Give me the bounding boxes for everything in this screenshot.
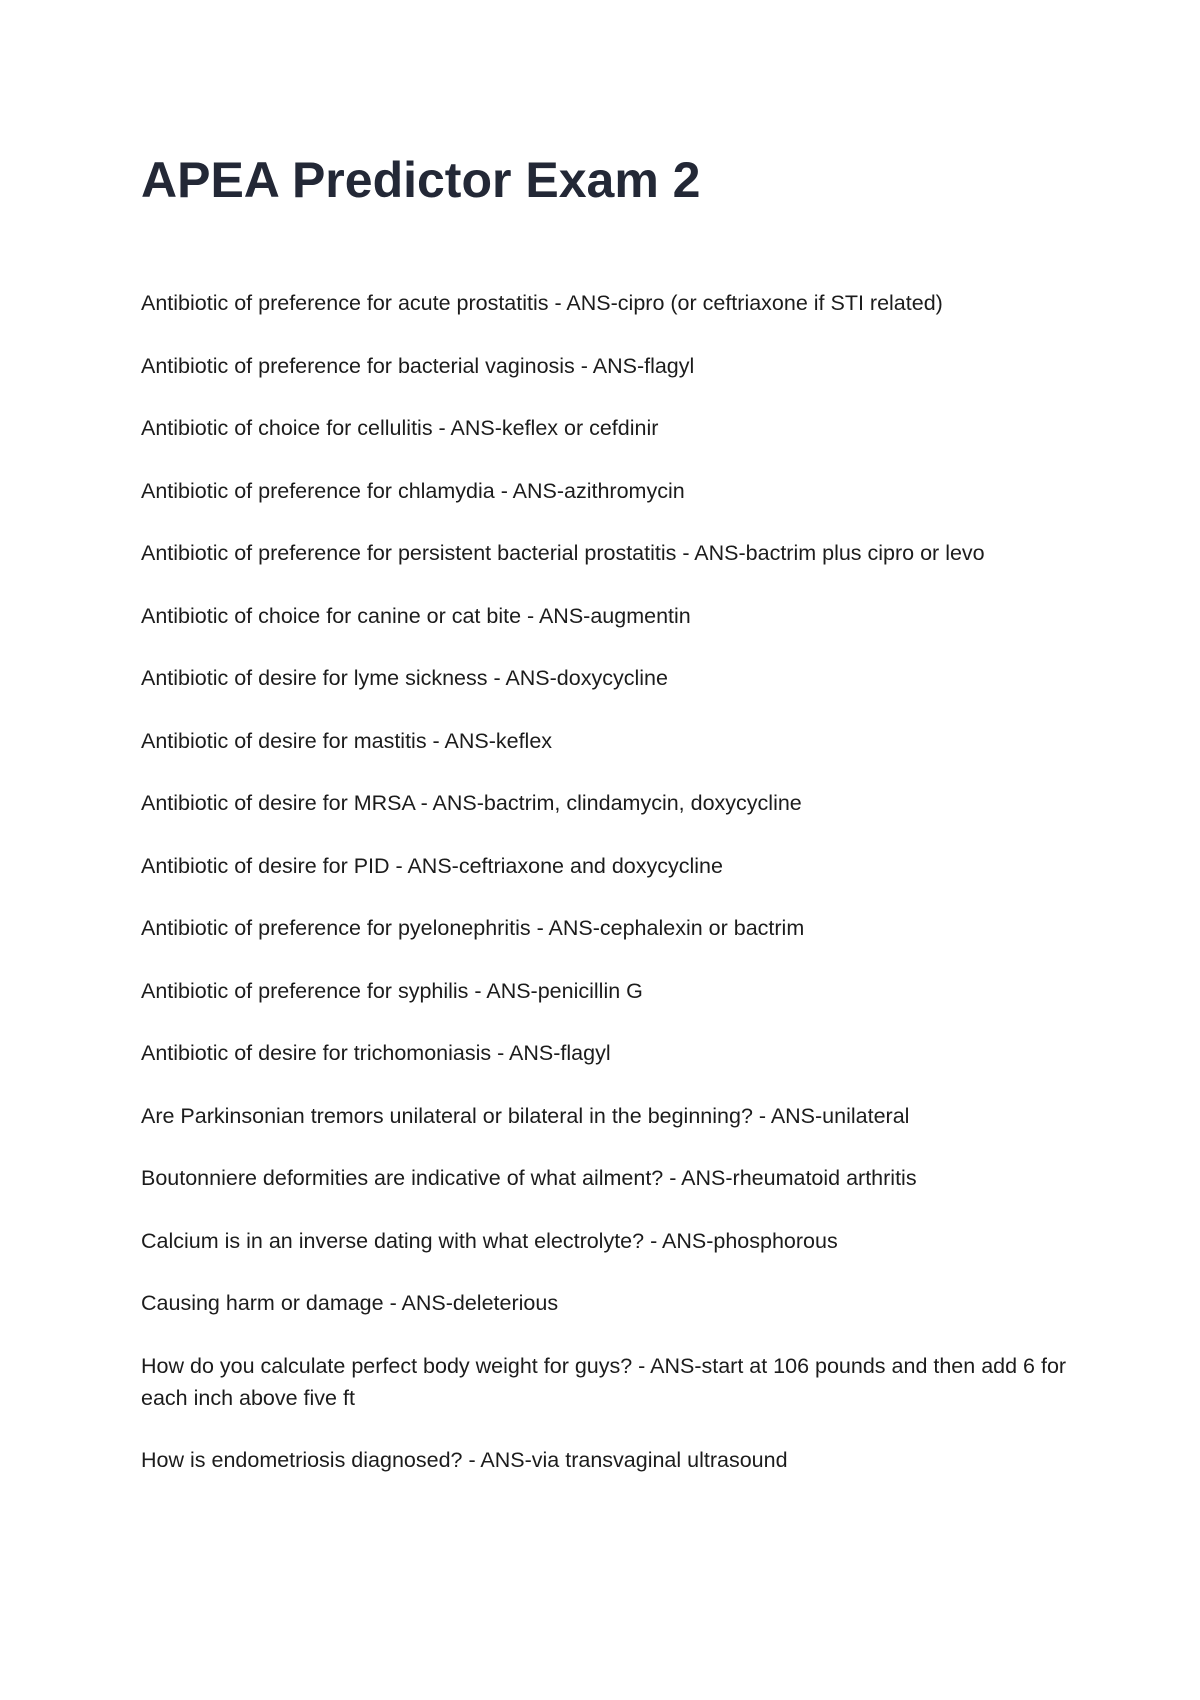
qa-item: Causing harm or damage - ANS-deleterious — [141, 1291, 559, 1315]
qa-item: Are Parkinsonian tremors unilateral or bilateral in the beginning? - ANS-unilateral — [141, 1103, 910, 1128]
document-title: APEA Predictor Exam 2 — [141, 152, 701, 208]
qa-item: Antibiotic of desire for PID - ANS-ceftriaxone and doxycycline — [141, 853, 723, 878]
qa-item: Antibiotic of desire for trichomoniasis - ANS-flagyl — [141, 1041, 611, 1065]
qa-list — [141, 287, 1071, 1476]
qa-item: Antibiotic of desire for mastitis - ANS-keflex — [141, 728, 553, 753]
qa-item: How do you calculate perfect body weight for guys? - ANS-start at 106 pounds and then add 6 for each inch above five ft — [141, 1353, 1067, 1410]
qa-item: Antibiotic of desire for lyme sickness - ANS-doxycycline — [141, 666, 668, 690]
qa-item: Antibiotic of preference for chlamydia - ANS-azithromycin — [141, 478, 685, 503]
qa-item: Antibiotic of preference for persistent bacterial prostatitis - ANS-bactrim plus cipro or levo — [141, 541, 985, 565]
qa-item: Boutonniere deformities are indicative of what ailment? - ANS-rheumatoid arthritis — [141, 1166, 917, 1190]
qa-item: Antibiotic of choice for canine or cat bite - ANS-augmentin — [141, 603, 691, 628]
qa-item: Antibiotic of preference for bacterial vaginosis - ANS-flagyl — [141, 353, 695, 378]
qa-item: Antibiotic of choice for cellulitis - ANS-keflex or cefdinir — [141, 416, 659, 440]
qa-item: Antibiotic of preference for syphilis - ANS-penicillin G — [141, 978, 643, 1003]
qa-item: Antibiotic of preference for acute prostatitis - ANS-cipro (or ceftriaxone if STI related) — [141, 291, 943, 315]
qa-item: How is endometriosis diagnosed? - ANS-via transvaginal ultrasound — [141, 1448, 788, 1472]
qa-item: Calcium is in an inverse dating with what electrolyte? - ANS-phosphorous — [141, 1228, 838, 1253]
qa-item: Antibiotic of desire for MRSA - ANS-bactrim, clindamycin, doxycycline — [141, 791, 802, 815]
qa-item: Antibiotic of preference for pyelonephritis - ANS-cephalexin or bactrim — [141, 916, 805, 940]
